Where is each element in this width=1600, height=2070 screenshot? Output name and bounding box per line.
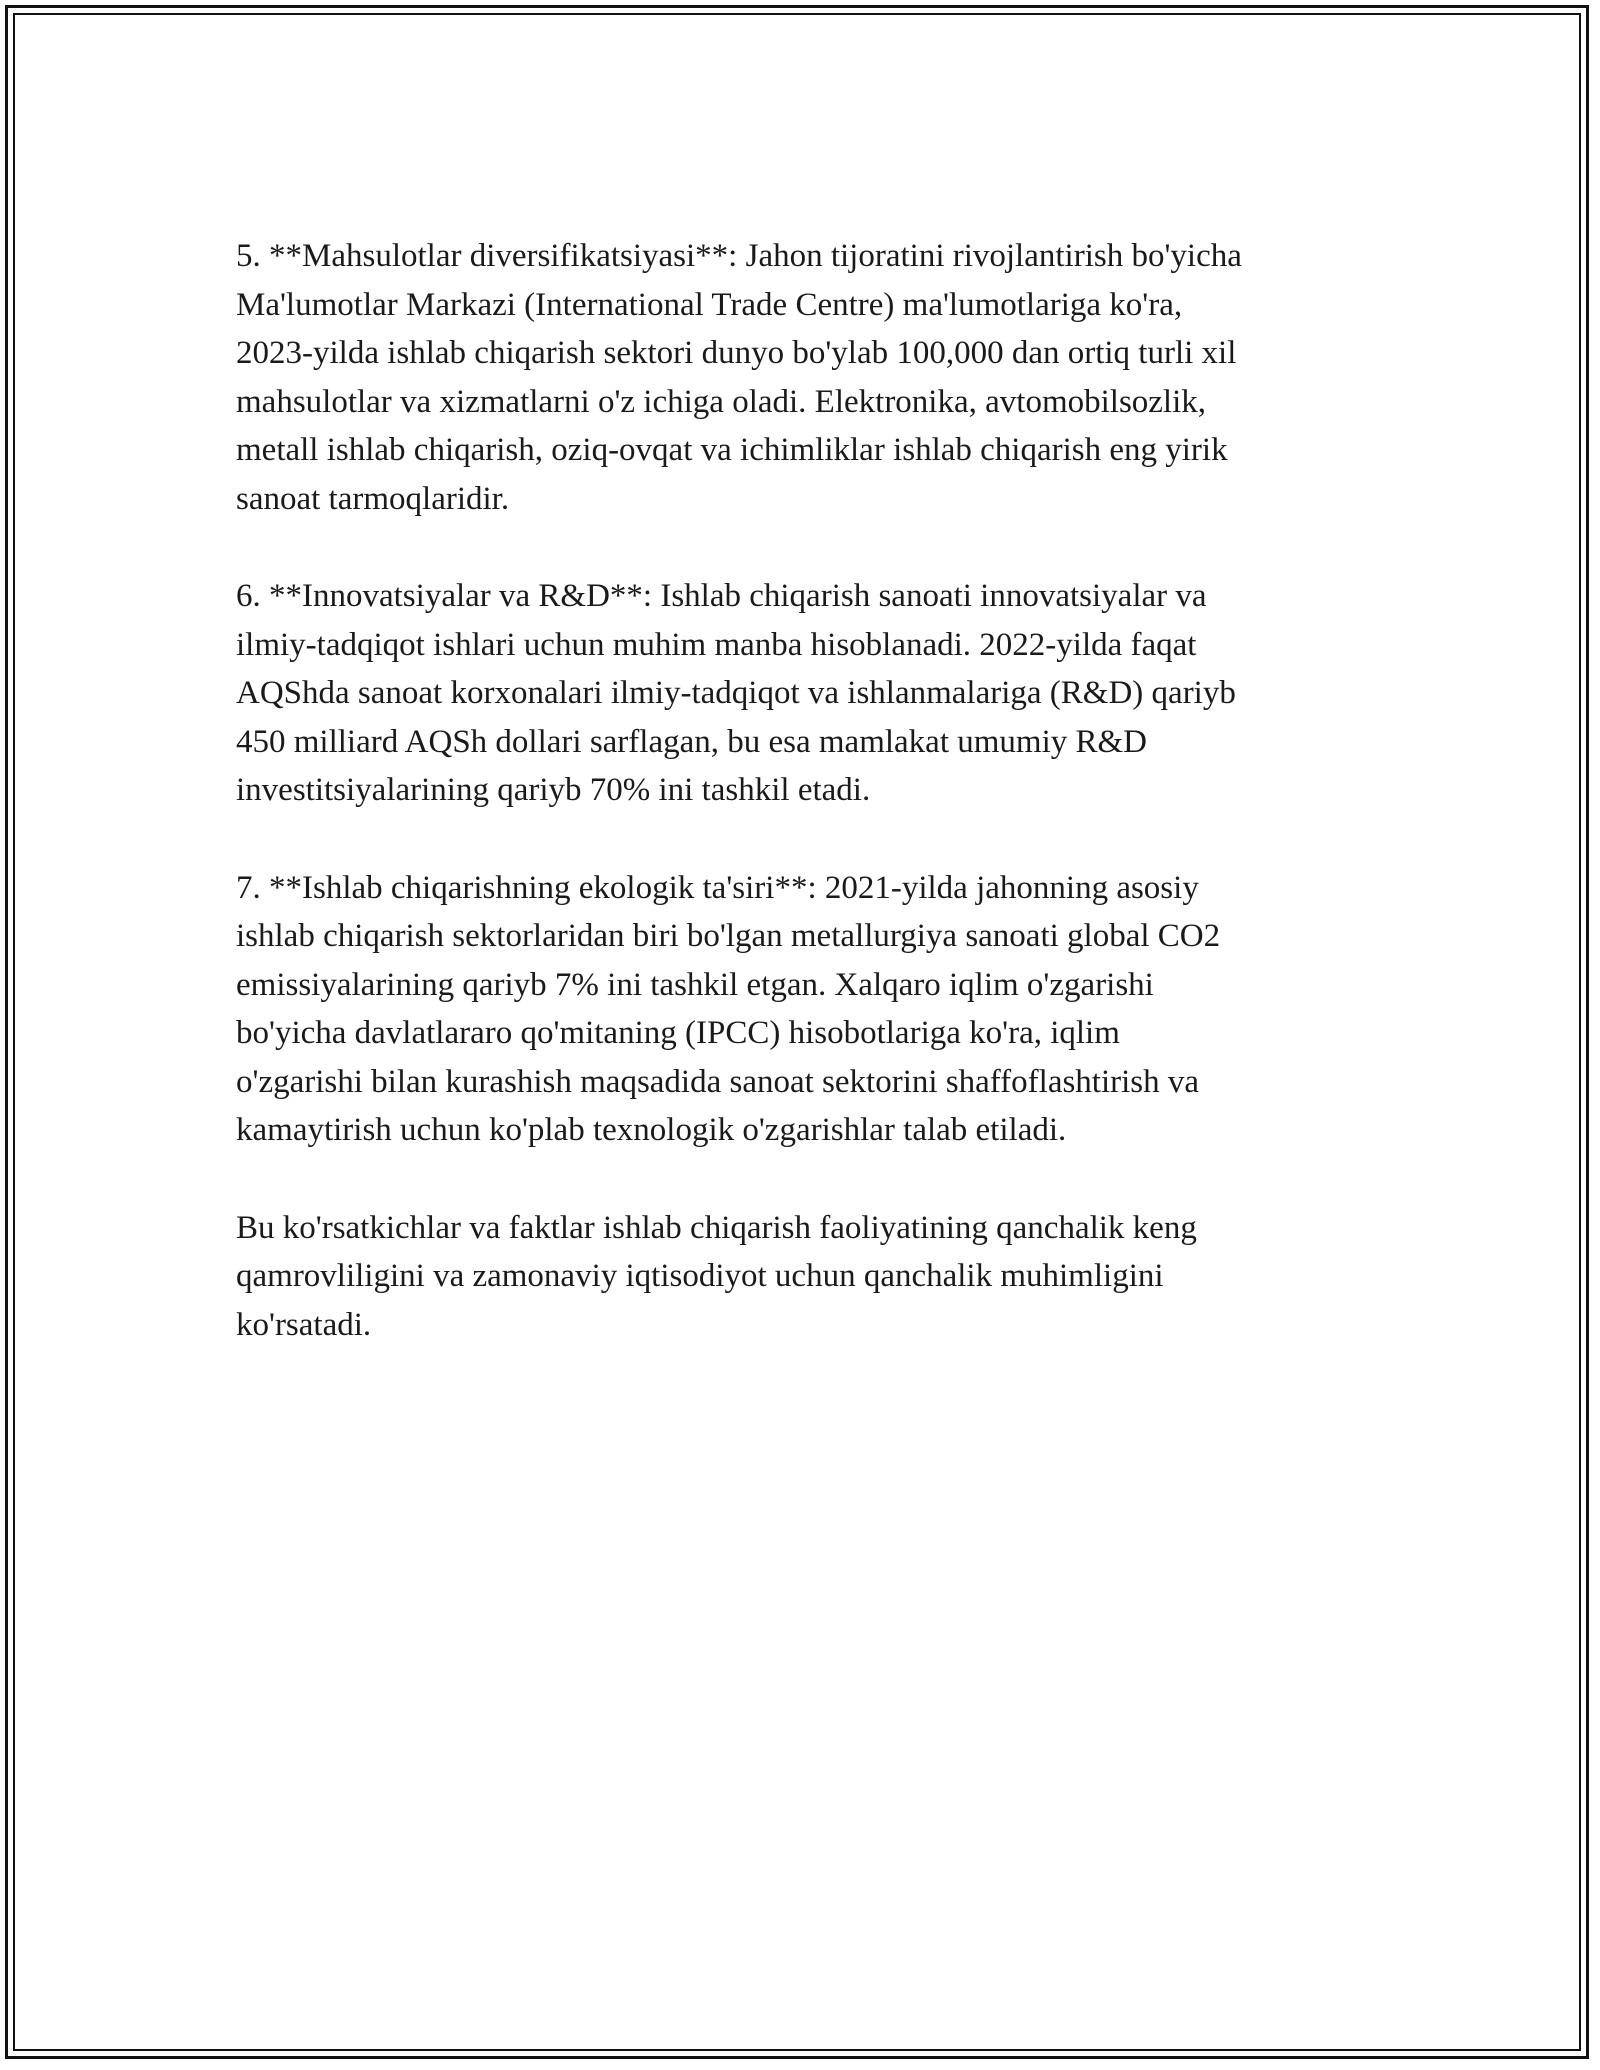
paragraph-product-diversification: 5. **Mahsulotlar diversifikatsiyasi**: Jahon tijoratini rivojlantirish bo'yicha Ma'lumotlar Markazi (International Trade Centre) ma'lumotlariga ko'ra, 2023-yilda ishlab chiqarish sektori dunyo bo'ylab 100,000 dan ortiq turli xil mahsulotlar va xizmatlarni o'z ichiga oladi. Elektronika, avtomobilsozlik, metall ishlab chiqarish, oziq-ovqat va ichimliklar ishlab chiqarish eng yirik sanoat tarmoqlaridir. [236,238,1242,517]
paragraph-innovation-rnd: 6. **Innovatsiyalar va R&D**: Ishlab chiqarish sanoati innovatsiyalar va ilmiy-tadqiqot ishlari uchun muhim manba hisoblanadi. 2022-yilda faqat AQShda sanoat korxonalari ilmiy-tadqiqot va ishlanmalariga (R&D) qariyb 450 milliard AQSh dollari sarflagan, bu esa mamlakat umumiy R&D investitsiyalarining qariyb 70% ini tashkil etadi. [236,578,1236,808]
paragraph-ecological-impact: 7. **Ishlab chiqarishning ekologik ta'siri**: 2021-yilda jahonning asosiy ishlab chiqarish sektorlaridan biri bo'lgan metallurgiya sanoati global CO2 emissiyalarining qariyb 7% ini tashkil etgan. Xalqaro iqlim o'zgarishi bo'yicha davlatlararo qo'mitaning (IPCC) hisobotlariga ko'ra, iqlim o'zgarishi bilan kurashish maqsadida sanoat sektorini shaffoflashtirish va kamaytirish uchun ko'plab texnologik o'zgarishlar talab etiladi. [236,869,1221,1148]
document-body [236,232,1366,1398]
paragraph-conclusion: Bu ko'rsatkichlar va faktlar ishlab chiqarish faoliyatining qanchalik keng qamrovliligini va zamonaviy iqtisodiyot uchun qanchalik muhimligini ko'rsatadi. [236,1209,1197,1343]
